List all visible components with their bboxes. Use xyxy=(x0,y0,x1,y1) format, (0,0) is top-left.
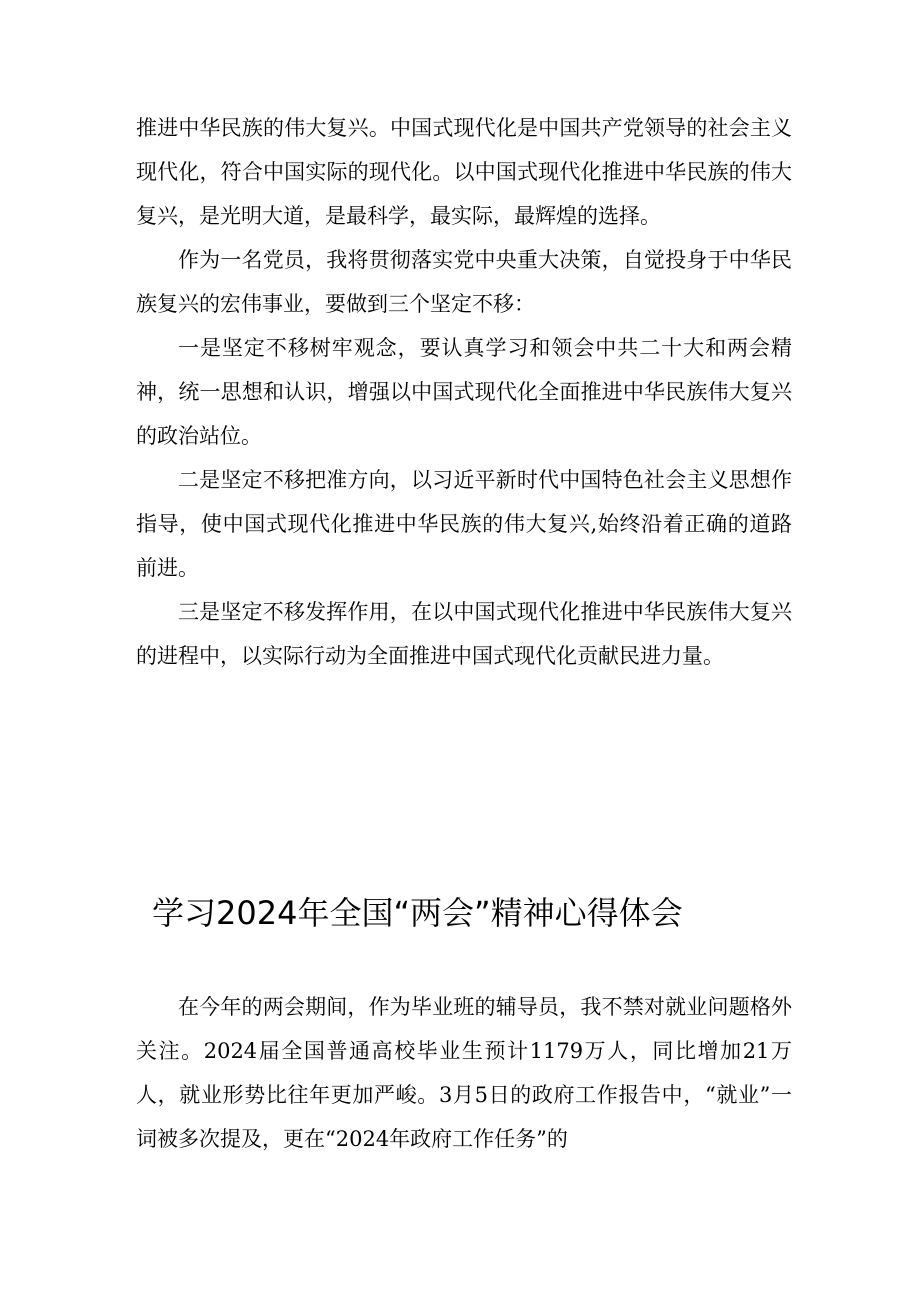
paragraph-continuation: 推进中华民族的伟大复兴。中国式现代化是中国共产党领导的社会主义现代化，符合中国实际的现代化。以中国式现代化推进中华民族的伟大复兴，是光明大道，是最科学，最实际，最辉煌的选择。 xyxy=(136,116,792,228)
body-text-bottom xyxy=(136,985,792,1161)
paragraph-point-three: 三是坚定不移发挥作用，在以中国式现代化推进中华民族伟大复兴的进程中，以实际行动为全面推进中国式现代化贡献民进力量。 xyxy=(136,600,792,668)
article-heading: 学习2024年全国“两会”精神心得体会 xyxy=(152,894,683,932)
paragraph-point-one: 一是坚定不移树牢观念，要认真学习和领会中共二十大和两会精神，统一思想和认识，增强以中国式现代化全面推进中华民族伟大复兴的政治站位。 xyxy=(136,336,792,448)
paragraph-point-two: 二是坚定不移把准方向，以习近平新时代中国特色社会主义思想作指导，使中国式现代化推进中华民族的伟大复兴,始终沿着正确的道路前进。 xyxy=(136,468,792,580)
paragraph-employment: 在今年的两会期间，作为毕业班的辅导员，我不禁对就业问题格外关注。2024届全国普通高校毕业生预计1179万人，同比增加21万人，就业形势比往年更加严峻。3月5日的政府工作报告中，“就业”一词被多次提及，更在“2024年政府工作任务”的 xyxy=(136,995,792,1151)
body-text-top xyxy=(136,106,792,678)
paragraph-party-member: 作为一名党员，我将贯彻落实党中央重大决策，自觉投身于中华民族复兴的宏伟事业，要做到三个坚定不移： xyxy=(136,248,792,316)
